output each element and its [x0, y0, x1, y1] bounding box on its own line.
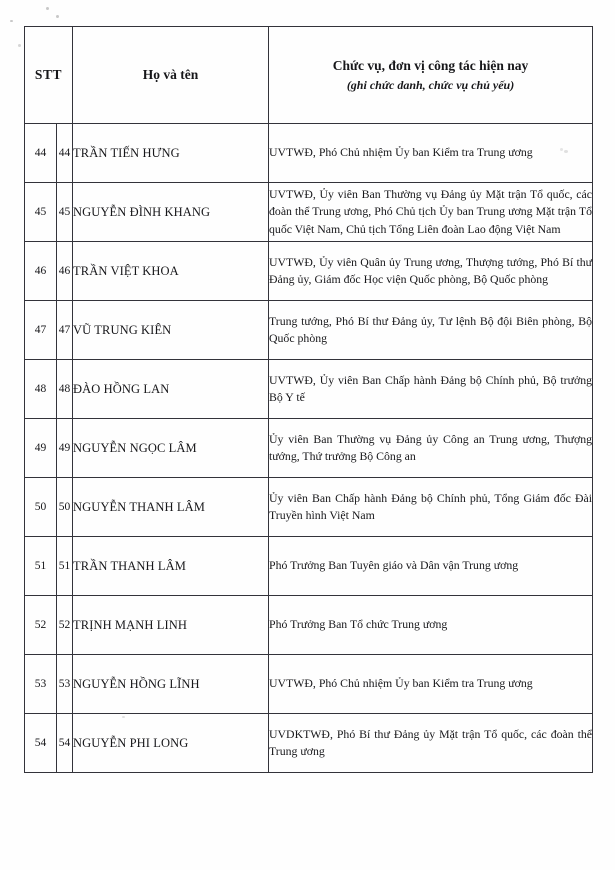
row-index-inner: 46 [57, 242, 73, 301]
row-index-inner: 45 [57, 183, 73, 242]
column-header-role-subtitle: (ghi chức danh, chức vụ chủ yếu) [346, 78, 515, 93]
person-position: UVTWĐ, Ủy viên Ban Thường vụ Đảng ủy Mặt trận Tổ quốc, các đoàn thể Trung ương, Phó Chủ tịch Ủy ban Trung ương Mặt trận Tổ quốc Việt Nam, Chủ tịch Tổng Liên đoàn Lao động Việt Nam [269, 183, 593, 242]
person-position: Phó Trưởng Ban Tổ chức Trung ương [269, 596, 593, 655]
row-index-inner: 44 [57, 124, 73, 183]
person-position: UVDKTWĐ, Phó Bí thư Đảng ủy Mặt trận Tổ quốc, các đoàn thể Trung ương [269, 714, 593, 773]
row-index-inner: 51 [57, 537, 73, 596]
table-row [25, 478, 593, 537]
person-name: NGUYỄN NGỌC LÂM [73, 419, 269, 478]
table-row [25, 714, 593, 773]
row-index-outer: 48 [25, 360, 57, 419]
person-name: NGUYỄN HỒNG LĨNH [73, 655, 269, 714]
person-position: Phó Trưởng Ban Tuyên giáo và Dân vận Trung ương [269, 537, 593, 596]
row-index-inner: 47 [57, 301, 73, 360]
table-row [25, 301, 593, 360]
table-row [25, 242, 593, 301]
column-header-role [269, 27, 593, 124]
row-index-inner: 49 [57, 419, 73, 478]
person-name: NGUYỄN ĐÌNH KHANG [73, 183, 269, 242]
row-index-inner: 53 [57, 655, 73, 714]
header-row [25, 27, 593, 124]
person-position: UVTWĐ, Phó Chủ nhiệm Ủy ban Kiểm tra Trung ương [269, 124, 593, 183]
scan-speck [46, 7, 49, 10]
person-name: NGUYỄN PHI LONG [73, 714, 269, 773]
row-index-outer: 49 [25, 419, 57, 478]
table-row [25, 183, 593, 242]
row-index-inner: 54 [57, 714, 73, 773]
person-name: ĐÀO HỒNG LAN [73, 360, 269, 419]
table-body [25, 124, 593, 773]
table-header [25, 27, 593, 124]
table-row [25, 360, 593, 419]
person-name: TRẦN THANH LÂM [73, 537, 269, 596]
person-position: Ủy viên Ban Chấp hành Đảng bộ Chính phủ, Tổng Giám đốc Đài Truyền hình Việt Nam [269, 478, 593, 537]
table-row [25, 124, 593, 183]
row-index-outer: 46 [25, 242, 57, 301]
row-index-outer: 53 [25, 655, 57, 714]
column-header-name: Họ và tên [73, 27, 269, 124]
row-index-outer: 52 [25, 596, 57, 655]
person-position: UVTWĐ, Ủy viên Ban Chấp hành Đảng bộ Chính phủ, Bộ trưởng Bộ Y tế [269, 360, 593, 419]
table-row [25, 655, 593, 714]
person-name: VŨ TRUNG KIÊN [73, 301, 269, 360]
row-index-outer: 54 [25, 714, 57, 773]
row-index-inner: 52 [57, 596, 73, 655]
row-index-outer: 50 [25, 478, 57, 537]
table-row [25, 596, 593, 655]
personnel-table [24, 26, 593, 773]
scan-speck [18, 44, 21, 47]
scan-speck [10, 20, 13, 22]
table-row [25, 537, 593, 596]
person-name: NGUYỄN THANH LÂM [73, 478, 269, 537]
column-header-role-main: Chức vụ, đơn vị công tác hiện nay [332, 57, 529, 73]
row-index-inner: 50 [57, 478, 73, 537]
person-position: Ủy viên Ban Thường vụ Đảng ủy Công an Trung ương, Thượng tướng, Thứ trưởng Bộ Công an [269, 419, 593, 478]
person-position: Trung tướng, Phó Bí thư Đảng ủy, Tư lệnh Bộ đội Biên phòng, Bộ Quốc phòng [269, 301, 593, 360]
person-name: TRỊNH MẠNH LINH [73, 596, 269, 655]
row-index-outer: 44 [25, 124, 57, 183]
person-position: UVTWĐ, Phó Chủ nhiệm Ủy ban Kiểm tra Trung ương [269, 655, 593, 714]
column-header-stt: STT [25, 27, 73, 124]
row-index-outer: 45 [25, 183, 57, 242]
scan-speck [56, 15, 59, 18]
table-row [25, 419, 593, 478]
row-index-outer: 51 [25, 537, 57, 596]
person-position: UVTWĐ, Ủy viên Quân ủy Trung ương, Thượng tướng, Phó Bí thư Đảng ủy, Giám đốc Học viện Quốc phòng, Bộ Quốc phòng [269, 242, 593, 301]
row-index-inner: 48 [57, 360, 73, 419]
row-index-outer: 47 [25, 301, 57, 360]
person-name: TRẦN VIỆT KHOA [73, 242, 269, 301]
person-name: TRẦN TIẾN HƯNG [73, 124, 269, 183]
